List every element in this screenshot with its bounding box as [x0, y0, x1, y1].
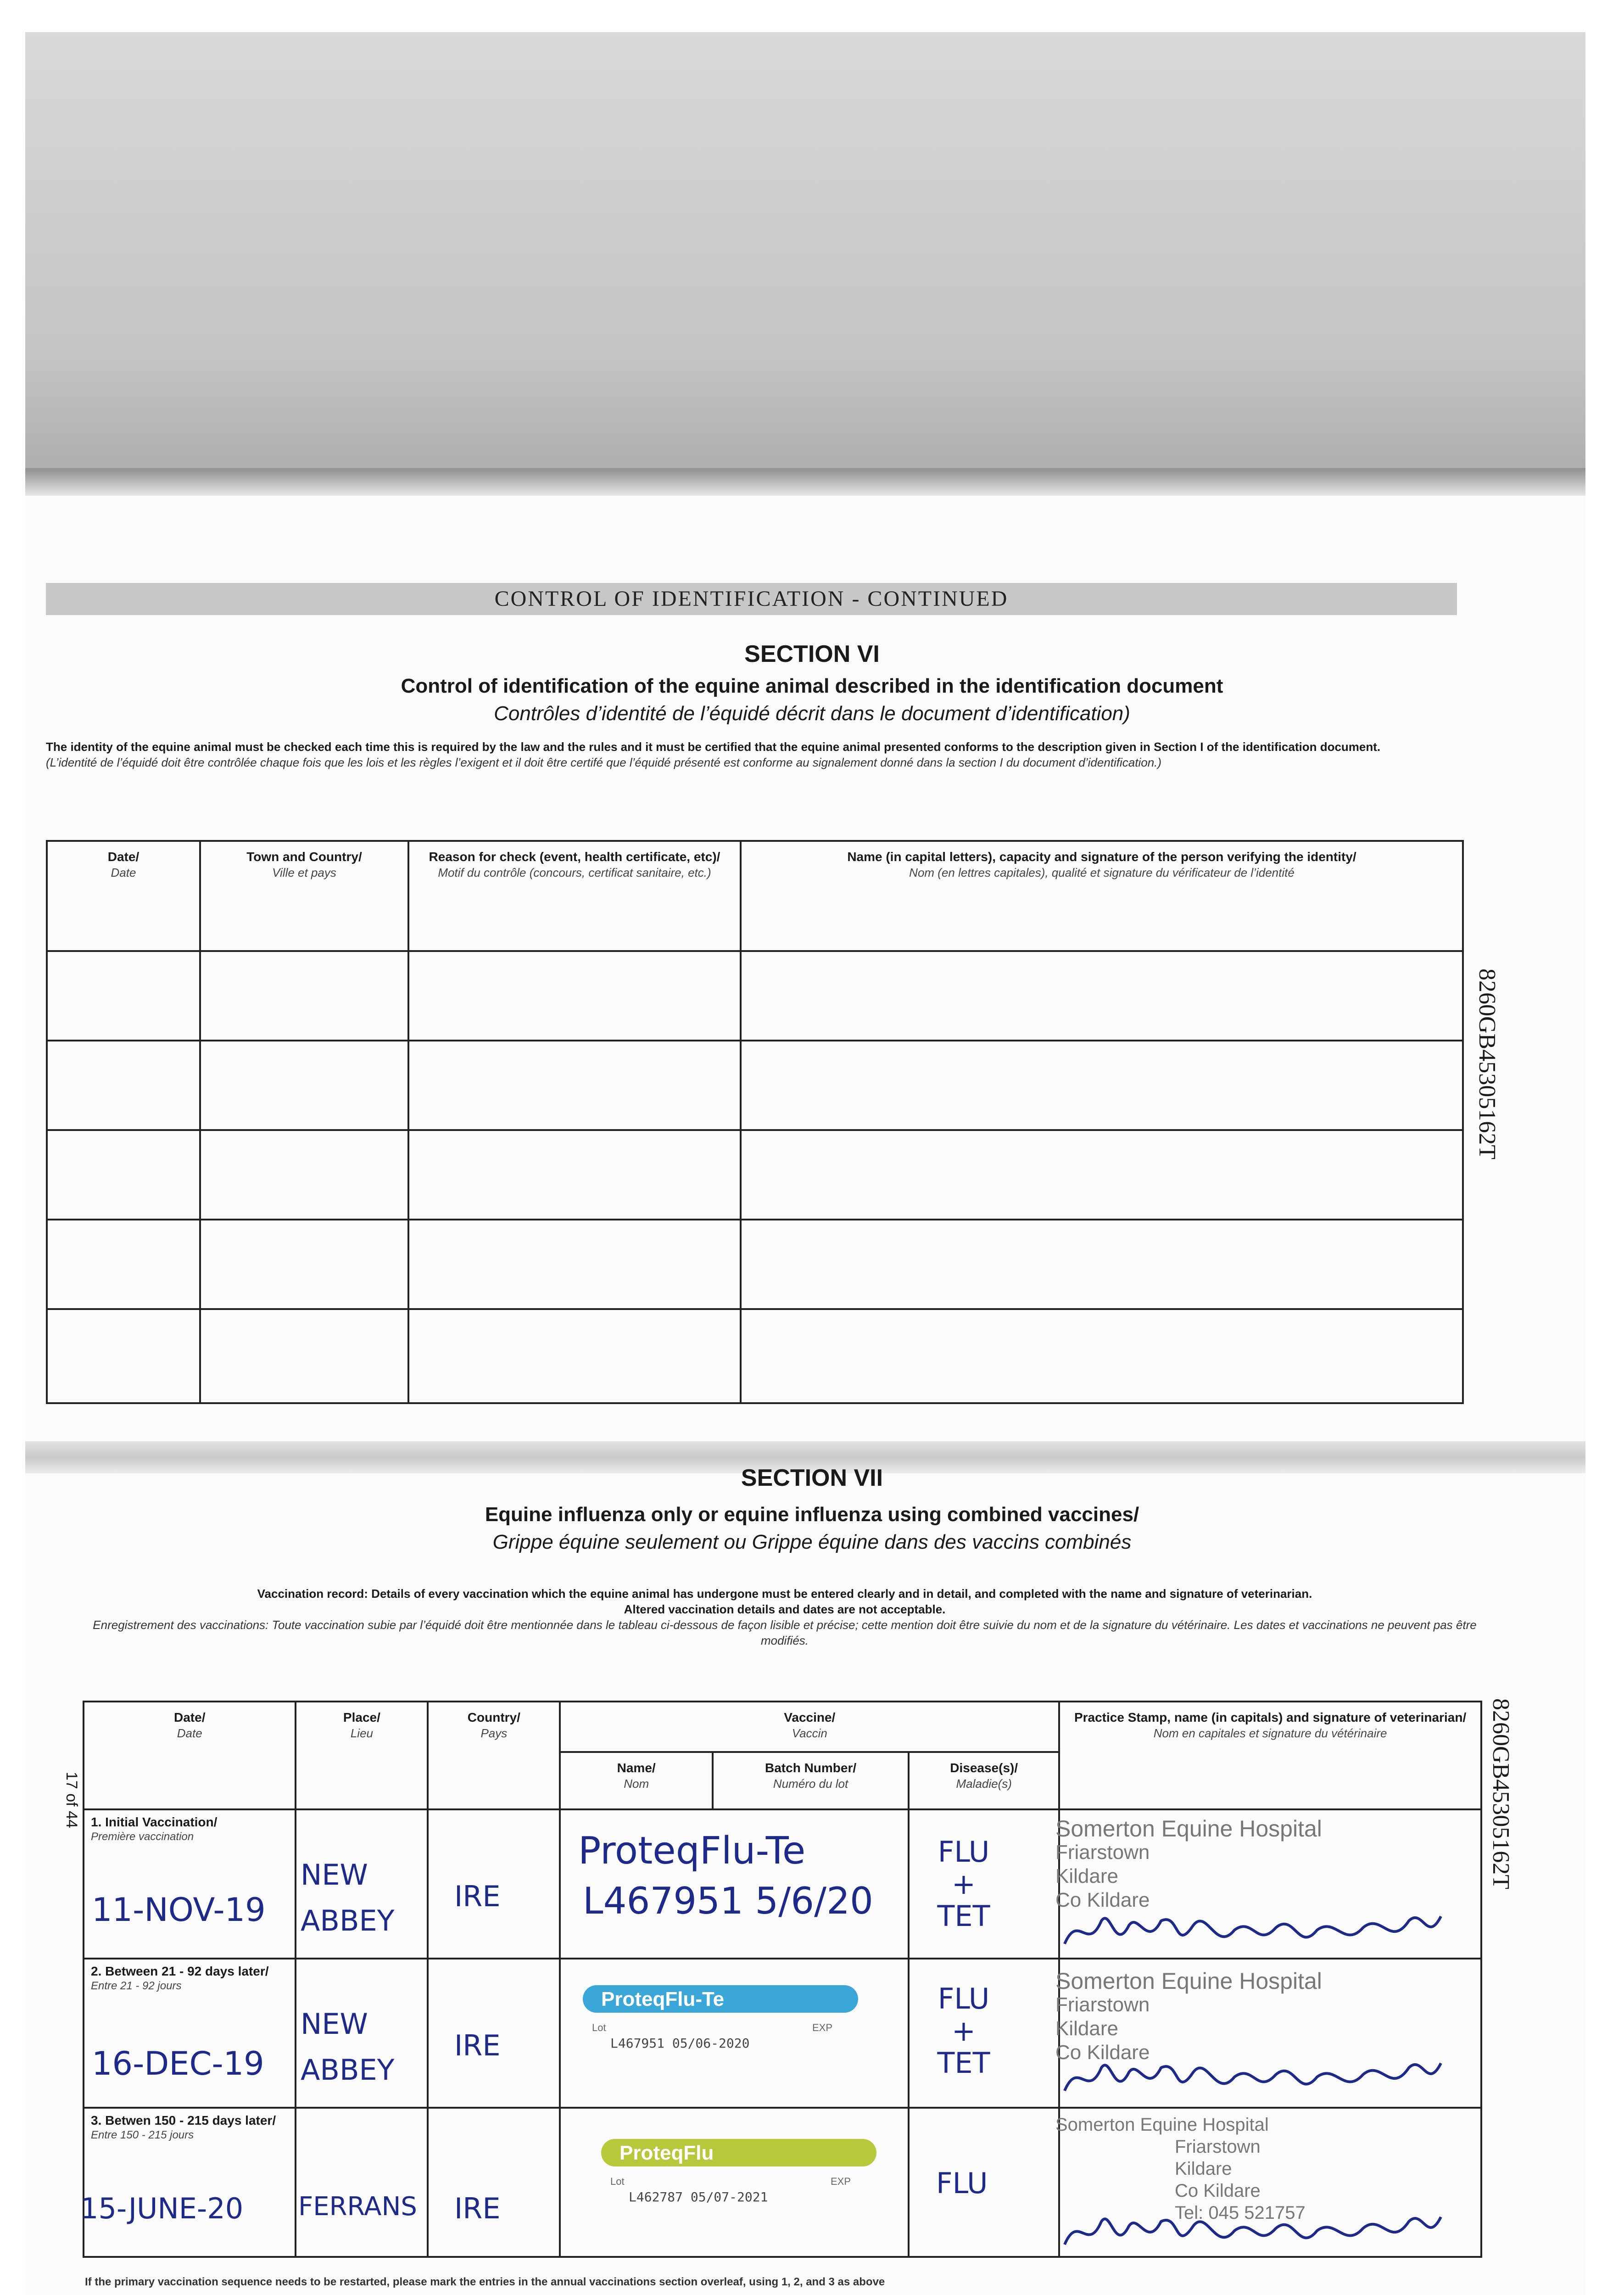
row1-vet-signature: [1060, 1903, 1450, 1962]
header-stamp-fr: Nom en capitales et signature du vétérinaire: [1153, 1726, 1387, 1740]
row2-date: 16-DEC-19: [92, 2045, 264, 2082]
header-country-en: Country/: [467, 1710, 520, 1724]
row2-place: NEW ABBEY: [301, 2007, 395, 2087]
header-date-en: Date/: [107, 850, 140, 864]
header-vaccine-fr: Vaccin: [792, 1726, 827, 1740]
header-verifier-fr: Nom (en lettres capitales), qualité et signature du vérificateur de l’identité: [909, 866, 1295, 879]
stamp-line: Tel: 045 521757: [1175, 2203, 1306, 2223]
row1-label-fr: Première vaccination: [91, 1830, 194, 1843]
header-batch-en: Batch Number/: [765, 1761, 857, 1775]
stamp-line: Kildare: [1175, 2159, 1232, 2179]
stamp-line: Co Kildare: [1055, 1889, 1150, 1911]
header-town: [200, 841, 408, 951]
stamp-line: Kildare: [1055, 1865, 1118, 1887]
header-date-en: Date/: [174, 1710, 206, 1724]
header-stamp: [1059, 1702, 1481, 1809]
section6-subtitle: Control of identification of the equine animal described in the identification document: [401, 675, 1223, 697]
row2-vaccine-sticker: [583, 1985, 858, 2054]
scanned-background: [25, 32, 1585, 496]
header-town-fr: Ville et pays: [272, 866, 336, 879]
header-date: [84, 1702, 296, 1809]
row3-place-cell: [296, 2108, 428, 2257]
row2-date-cell: [84, 1959, 296, 2108]
row2-sticker-lot: L467951 05/06-2020: [610, 2036, 750, 2051]
stamp-line: Somerton Equine Hospital: [1055, 1968, 1322, 1994]
header-date: [47, 841, 200, 951]
table-row: [47, 1220, 1463, 1309]
row3-label-fr: Entre 150 - 215 jours: [91, 2129, 194, 2141]
row3-sticker-lot: L462787 05/07-2021: [629, 2189, 768, 2205]
row2-label: 2. Between 21 - 92 days later/: [91, 1964, 269, 1978]
stamp-line: Co Kildare: [1175, 2181, 1261, 2201]
sticker-lot-prefix: Lot: [592, 2022, 606, 2033]
header-reason: [408, 841, 741, 951]
row3-date: 15-JUNE-20: [80, 2192, 244, 2225]
row3-country-cell: [428, 2108, 560, 2257]
section6-subtitle-fr: Contrôles d’identité de l’équidé décrit dans le document d’identification): [494, 702, 1130, 725]
header-disease: [909, 1752, 1059, 1809]
section7-note-en: Vaccination record: Details of every vaccination which the equine animal has undergone must be entered clearly and in detail, and completed with the name and signature of veterinarian.: [257, 1587, 1312, 1601]
header-country: [428, 1702, 560, 1809]
sticker-exp-label: EXP: [812, 2022, 833, 2033]
section6-note: [46, 739, 1450, 770]
stamp-line: Somerton Equine Hospital: [1055, 1816, 1322, 1842]
table-row: [47, 1130, 1463, 1220]
row3-date-cell: [84, 2108, 296, 2257]
section7-subtitle: Equine influenza only or equine influenza using combined vaccines/: [485, 1503, 1139, 1526]
vaccination-header-row: [84, 1702, 1481, 1752]
table-row: [47, 951, 1463, 1041]
sticker-exp-label: EXP: [831, 2176, 851, 2187]
row2-country: IRE: [454, 2029, 501, 2062]
row3-vaccine-sticker: [601, 2139, 876, 2208]
row1-vaccine-name: ProteqFlu-Te: [578, 1829, 806, 1873]
row1-label: 1. Initial Vaccination/: [91, 1815, 218, 1829]
row2-label-fr: Entre 21 - 92 jours: [91, 1980, 182, 1992]
page-number: 17 of 44: [63, 1772, 80, 1828]
identity-check-header-row: [47, 841, 1463, 951]
header-place: [296, 1702, 428, 1809]
header-name-fr: Nom: [624, 1777, 649, 1791]
section6-note-en: The identity of the equine animal must be checked each time this is required by the law and the rules and it must be certified that the equine animal presented conforms to the description given in Section I of the identification document.: [46, 740, 1381, 754]
row2-sticker-name: ProteqFlu-Te: [601, 1988, 725, 2010]
row1-date-cell: [84, 1809, 296, 1959]
side-id-upper: 8260GB45305162T: [1474, 968, 1500, 1159]
row3-disease: FLU: [936, 2166, 988, 2200]
row3-sticker-name: ProteqFlu: [619, 2142, 714, 2164]
header-reason-fr: Motif du contrôle (concours, certificat sanitaire, etc.): [438, 866, 711, 879]
identity-check-table: [46, 840, 1464, 1404]
header-verifier: [741, 841, 1463, 951]
header-vaccine-en: Vaccine/: [784, 1710, 836, 1724]
stamp-line: Friarstown: [1175, 2137, 1261, 2157]
section7-note-2: Altered vaccination details and dates are not acceptable.: [624, 1602, 946, 1616]
stamp-line: Friarstown: [1055, 1993, 1150, 2016]
section7-note: [85, 1586, 1484, 1648]
section-banner: CONTROL OF IDENTIFICATION - CONTINUED: [46, 583, 1457, 615]
row3-place: FERRANS: [298, 2192, 417, 2222]
row1-date: 11-NOV-19: [92, 1891, 266, 1929]
section7-title: SECTION VII: [741, 1465, 883, 1491]
section6-note-fr: (L’identité de l’équidé doit être contrôlée chaque fois que les lois et les règles l’exigent et il doit être certifé que l’équidé présenté est conforme au signalement donné dans la section I du document d’identification.): [46, 756, 1162, 769]
section6-title: SECTION VI: [744, 641, 880, 667]
side-id-lower: 8260GB45305162T: [1488, 1698, 1514, 1889]
stamp-line: Kildare: [1055, 2017, 1118, 2040]
row2-vet-signature: [1060, 2049, 1450, 2109]
row1-country: IRE: [454, 1880, 501, 1913]
section7-note-fr: Enregistrement des vaccinations: Toute vaccination subie par l’équidé doit être mentionnée dans le tableau ci-dessous de façon lisible et précise; cette mention doit être suivie du nom et de la signature du vétérinaire. Les dates et vaccinations ne peuvent pas être modifiés.: [93, 1618, 1477, 1647]
stamp-line: Friarstown: [1055, 1841, 1150, 1864]
table-row: [47, 1041, 1463, 1130]
row1-practice-stamp: [1055, 1817, 1450, 1912]
header-country-fr: Pays: [480, 1726, 508, 1740]
table-row: [47, 1309, 1463, 1403]
header-disease-fr: Maladie(s): [956, 1777, 1012, 1791]
header-disease-en: Disease(s)/: [950, 1761, 1018, 1775]
row3-label: 3. Betwen 150 - 215 days later/: [91, 2113, 276, 2127]
header-stamp-en: Practice Stamp, name (in capitals) and signature of veterinarian/: [1074, 1710, 1467, 1724]
header-date-fr: Date: [177, 1726, 202, 1740]
header-vaccine-name: [560, 1752, 713, 1809]
header-batch: [713, 1752, 909, 1809]
header-verifier-en: Name (in capital letters), capacity and signature of the person verifying the identity/: [847, 850, 1356, 864]
row1-place: NEW ABBEY: [301, 1858, 395, 1937]
header-vaccine: [560, 1702, 1059, 1752]
section7-subtitle-fr: Grippe équine seulement ou Grippe équine dans des vaccins combinés: [492, 1531, 1132, 1553]
header-place-fr: Lieu: [350, 1726, 373, 1740]
footer-note: If the primary vaccination sequence needs to be restarted, please mark the entries in the annual vaccinations section overleaf, using 1, 2, and 3 as above: [85, 2276, 885, 2288]
row3-country: IRE: [454, 2192, 501, 2225]
sticker-lot-prefix: Lot: [610, 2176, 625, 2187]
stamp-line: Co Kildare: [1055, 2041, 1150, 2064]
row1-disease: FLU + TET: [937, 1835, 990, 1933]
header-reason-en: Reason for check (event, health certificate, etc)/: [429, 850, 720, 864]
header-name-en: Name/: [617, 1761, 656, 1775]
header-date-fr: Date: [111, 866, 136, 879]
header-batch-fr: Numéro du lot: [773, 1777, 848, 1791]
row2-disease: FLU + TET: [937, 1982, 990, 2080]
page-edge: [25, 468, 1585, 496]
header-place-en: Place/: [343, 1710, 380, 1724]
row3-vet-signature: [1060, 2203, 1450, 2263]
header-town-en: Town and Country/: [246, 850, 362, 864]
row1-batch: L467951 5/6/20: [583, 1880, 873, 1922]
stamp-line: Somerton Equine Hospital: [1055, 2115, 1269, 2135]
